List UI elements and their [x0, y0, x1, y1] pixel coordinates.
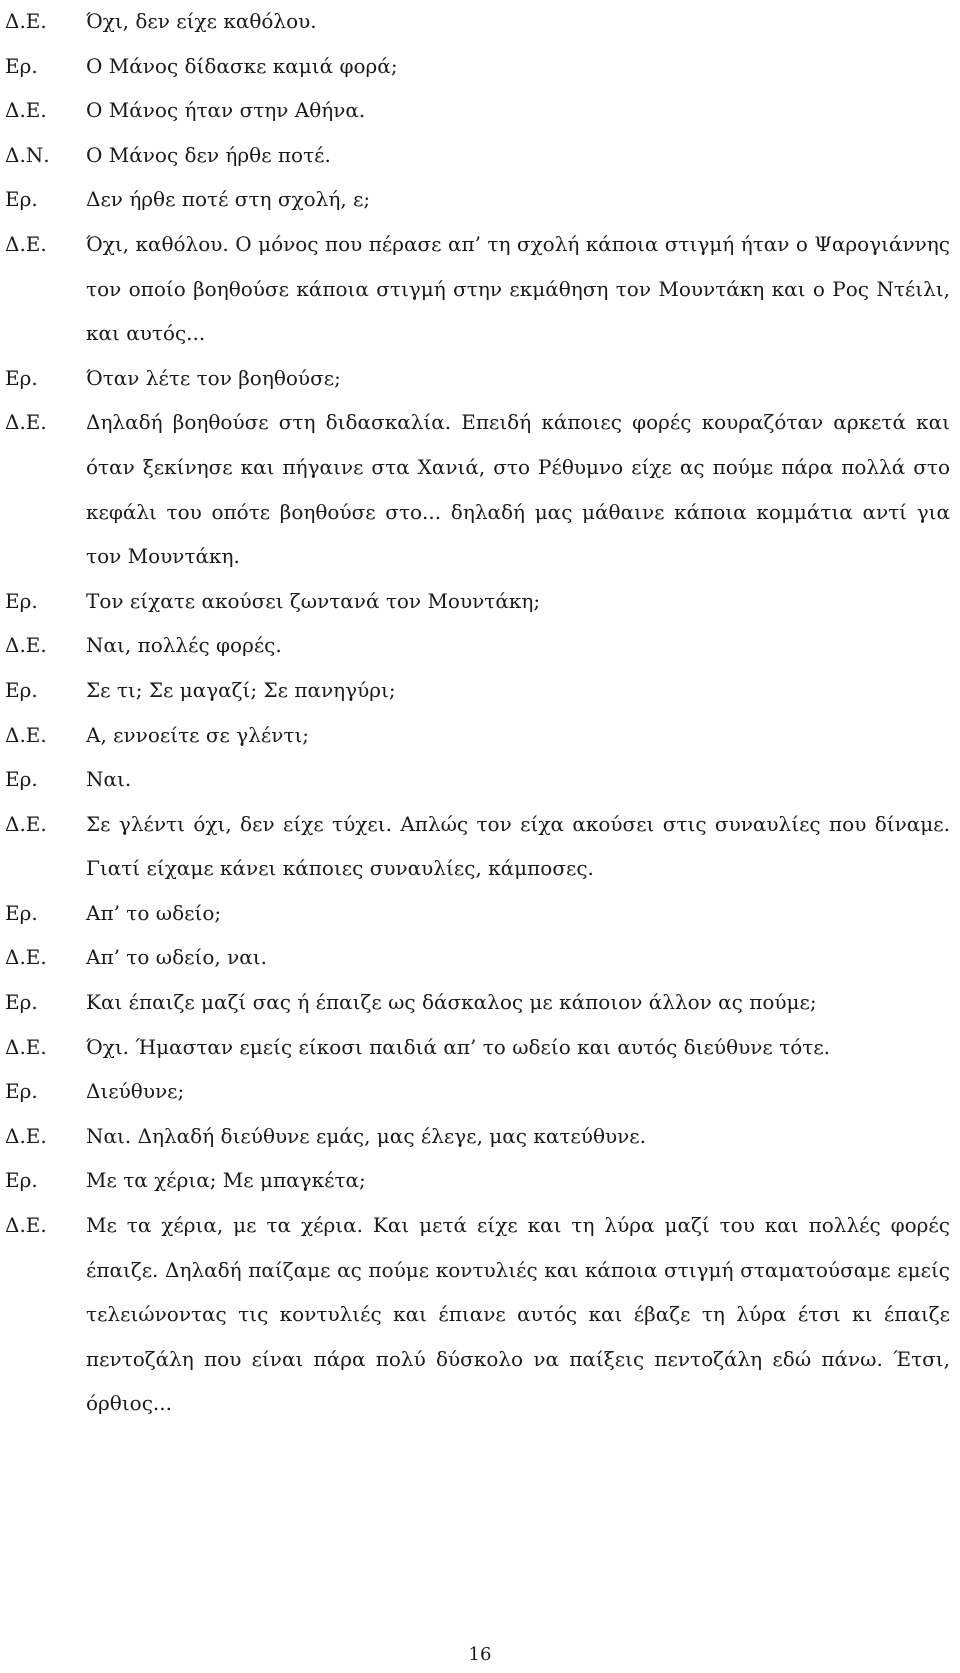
speaker-label: Δ.Ε. — [5, 633, 47, 658]
utterance-text: Όταν λέτε τον βοηθούσε; — [86, 365, 341, 390]
transcript-entry — [5, 177, 950, 222]
transcript-entry — [5, 356, 950, 401]
transcript-entry — [5, 88, 950, 133]
transcript-entry — [5, 1069, 950, 1114]
speaker-label: Ερ. — [5, 53, 38, 78]
page-number: 16 — [468, 1644, 492, 1665]
speaker-label: Δ.Ε. — [5, 945, 47, 970]
speaker-label: Δ.Ε. — [5, 9, 47, 33]
transcript-entry — [5, 1114, 950, 1159]
transcript-entry — [5, 400, 950, 578]
speaker-label: Ερ. — [5, 990, 38, 1015]
utterance-text: Σε τι; Σε μαγαζί; Σε πανηγύρι; — [86, 677, 396, 702]
transcript-entry — [5, 1025, 950, 1070]
utterance-text: Απ’ το ωδείο; — [86, 900, 222, 925]
transcript-entry — [5, 623, 950, 668]
transcript-entry — [5, 757, 950, 802]
speaker-label: Ερ. — [5, 365, 38, 390]
speaker-label: Δ.Ν. — [5, 142, 50, 167]
transcript-entry — [5, 935, 950, 980]
utterance-text: Ναι. — [86, 767, 132, 792]
utterance-text: Όχι, δεν είχε καθόλου. — [86, 9, 317, 33]
speaker-label: Δ.Ε. — [5, 1034, 47, 1059]
utterance-text: Ο Μάνος ήταν στην Αθήνα. — [86, 98, 366, 123]
speaker-label: Δ.Ε. — [5, 98, 47, 123]
speaker-label: Ερ. — [5, 1168, 38, 1193]
transcript-entry — [5, 222, 950, 356]
transcript-entry — [5, 802, 950, 891]
transcript-entry — [5, 713, 950, 758]
transcript-entry — [5, 668, 950, 713]
utterance-text: Διεύθυνε; — [86, 1079, 185, 1104]
speaker-label: Δ.Ε. — [5, 231, 47, 256]
transcript-entry — [5, 1158, 950, 1203]
utterance-text: Όχι. Ήμασταν εμείς είκοσι παιδιά απ’ το ωδείο και αυτός διεύθυνε τότε. — [86, 1034, 831, 1059]
utterance-text: Ναι. Δηλαδή διεύθυνε εμάς, μας έλεγε, μας κατεύθυνε. — [86, 1123, 647, 1148]
utterance-text: Με τα χέρια, με τα χέρια. Και μετά είχε και τη λύρα μαζί του και πολλές φορές έπαιζε. Δηλαδή παίζαμε ας πούμε κοντυλιές και κάποια στιγμή σταματούσαμε εμείς τελειώνοντας τις κοντυλιές και έπιανε αυτός και έβαζε τη λύρα έτσι κι έπαιζε πεντοζάλη που είναι πάρα πολύ δύσκολο να παίξεις πεντοζάλη εδώ πάνω. Έτσι, όρθιος... — [86, 1213, 950, 1416]
speaker-label: Ερ. — [5, 900, 38, 925]
speaker-label: Δ.Ε. — [5, 1123, 47, 1148]
utterance-text: Α, εννοείτε σε γλέντι; — [86, 722, 310, 747]
utterance-text: Δεν ήρθε ποτέ στη σχολή, ε; — [86, 187, 371, 212]
transcript-entry — [5, 891, 950, 936]
transcript-entry — [5, 579, 950, 624]
speaker-label: Δ.Ε. — [5, 722, 47, 747]
speaker-label: Δ.Ε. — [5, 410, 47, 435]
transcript-entry — [5, 133, 950, 178]
speaker-label: Ερ. — [5, 677, 38, 702]
speaker-label: Ερ. — [5, 187, 38, 212]
transcript-entry — [5, 980, 950, 1025]
utterance-text: Ο Μάνος δεν ήρθε ποτέ. — [86, 142, 331, 167]
speaker-label: Ερ. — [5, 588, 38, 613]
utterance-text: Ο Μάνος δίδασκε καμιά φορά; — [86, 53, 398, 78]
utterance-text: Ναι, πολλές φορές. — [86, 633, 282, 658]
speaker-label: Ερ. — [5, 767, 38, 792]
utterance-text: Όχι, καθόλου. Ο μόνος που πέρασε απ’ τη σχολή κάποια στιγμή ήταν ο Ψαρογιάννης τον οποίο βοηθούσε κάποια στιγμή στην εκμάθηση τον Μουντάκη και ο Ρος Ντέιλι, και αυτός... — [86, 231, 950, 346]
transcript-entry — [5, 0, 950, 44]
utterance-text: Σε γλέντι όχι, δεν είχε τύχει. Απλώς τον είχα ακούσει στις συναυλίες που δίναμε. Γιατί είχαμε κάνει κάποιες συναυλίες, κάμποσες. — [86, 811, 950, 881]
utterance-text: Και έπαιζε μαζί σας ή έπαιζε ως δάσκαλος με κάποιον άλλον ας πούμε; — [86, 990, 817, 1015]
utterance-text: Απ’ το ωδείο, ναι. — [86, 945, 267, 970]
speaker-label: Δ.Ε. — [5, 811, 47, 836]
utterance-text: Δηλαδή βοηθούσε στη διδασκαλία. Επειδή κάποιες φορές κουραζόταν αρκετά και όταν ξεκίνησε και πήγαινε στα Χανιά, στο Ρέθυμνο είχε ας πούμε πάρα πολλά στο κεφάλι του οπότε βοηθούσε στο... δηλαδή μας μάθαινε κάποια κομμάτια αντί για τον Μουντάκη. — [86, 410, 950, 569]
interview-transcript — [5, 0, 950, 1426]
speaker-label: Δ.Ε. — [5, 1213, 47, 1238]
speaker-label: Ερ. — [5, 1079, 38, 1104]
transcript-entry — [5, 1203, 950, 1426]
utterance-text: Τον είχατε ακούσει ζωντανά τον Μουντάκη; — [86, 588, 541, 613]
transcript-entry — [5, 44, 950, 89]
utterance-text: Με τα χέρια; Με μπαγκέτα; — [86, 1168, 366, 1193]
